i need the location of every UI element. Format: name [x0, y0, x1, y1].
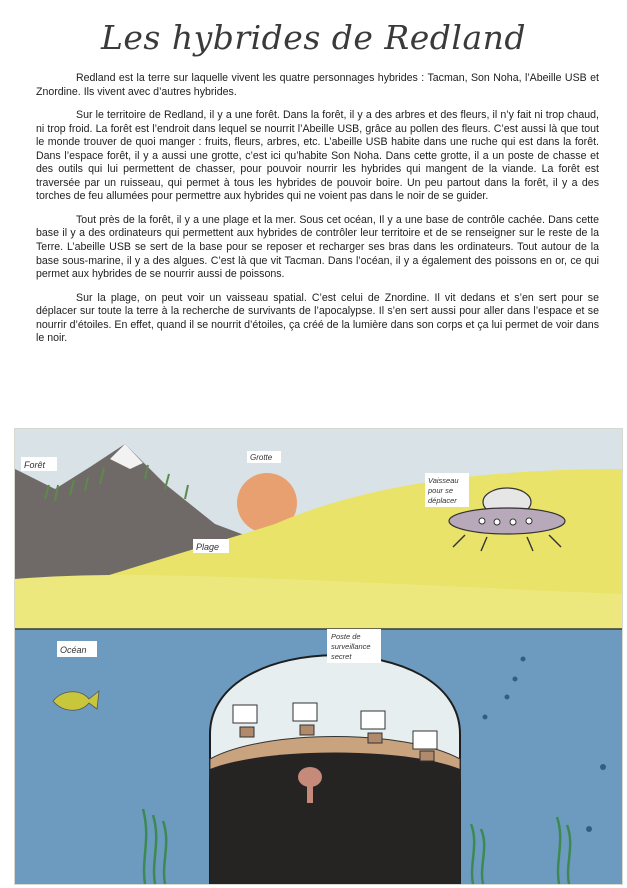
base-hull	[210, 753, 460, 885]
label-ocean	[57, 641, 97, 657]
label-grotte	[247, 451, 281, 463]
story-text	[36, 72, 599, 356]
redland-drawing	[14, 428, 623, 885]
paragraph-4: Sur la plage, on peut voir un vaisseau spatial. C’est celui de Znordine. Il vit dedans et s’en sert pour se déplacer sur toute la terre à la recherche de survivants de l’apocalypse. Il s’en sert aussi pour aller dans l’espace et se nourrir d’étoiles. En effet, quand il se nourrit d’étoiles, ça créé de la lumière dans son corps et ça lui permet de voir dans le noir.	[36, 291, 599, 345]
label-poste	[327, 629, 381, 663]
label-vaisseau	[425, 473, 469, 507]
label-plage	[193, 539, 229, 553]
label-poste-3: secret	[331, 652, 352, 661]
page-title: Les hybrides de Redland	[100, 18, 527, 57]
label-plage-text: Plage	[196, 542, 220, 552]
label-ocean-text: Océan	[60, 645, 87, 655]
label-foret-text: Forêt	[24, 460, 46, 470]
label-poste-1: Poste de	[331, 632, 361, 641]
paragraph-3: Tout près de la forêt, il y a une plage et la mer. Sous cet océan, Il y a une base de contrôle cachée. Dans cette base il y a des ordinateurs qui permettent aux hybrides de contrôler leur territoire et de se renseigner sur le reste de la Terre. L’abeille USB se sert de la base pour se reposer et recharger ses bras dans les ordinateurs. Tout autour de la base sous-marine, il y a des algues. C’est là que vit Tacman. Dans l’océan, il y a également des poissons en or, ce qui permet aux hybrides de se nourrir aussi de poissons.	[36, 213, 599, 281]
label-vaisseau-1: Vaisseau	[428, 476, 459, 485]
label-foret	[21, 457, 57, 471]
label-grotte-text: Grotte	[250, 453, 273, 462]
label-vaisseau-3: déplacer	[428, 496, 457, 505]
label-poste-2: surveillance	[331, 642, 371, 651]
paragraph-2: Sur le territoire de Redland, il y a une forêt. Dans la forêt, il y a des arbres et des fleurs, il n’y fait ni trop chaud, ni trop froid. La forêt est l’endroit dans lequel se nourrit l’Abeille USB, grâce au pollen des fleurs. C’est aussi là que tout le monde trouver de quoi manger : fruits, fleurs, arbres, etc. L’abeille USB habite dans une ruche qui est dans la forêt. Dans l’espace forêt, il y a aussi une grotte, c’est ici qu’habite Son Noha. Dans cette grotte, il a un poste de chasse et des outils qui lui permettent de chasser, pour pouvoir nourrir les hybrides qui mangent de la viande. La forêt est traversée par un ruisseau, qui permet à tous les hybrides de pouvoir boire. Un peu partout dans la forêt, il y a des torches de feu allumées pour permettre aux hybrides qui ne voient pas dans le noir de se guider.	[36, 109, 599, 203]
paragraph-1: Redland est la terre sur laquelle vivent les quatre personnages hybrides : Tacman, Son Noha, l’Abeille USB et Znordine. Ils vivent avec d’autres hybrides.	[36, 72, 599, 98]
label-vaisseau-2: pour se	[428, 486, 454, 495]
